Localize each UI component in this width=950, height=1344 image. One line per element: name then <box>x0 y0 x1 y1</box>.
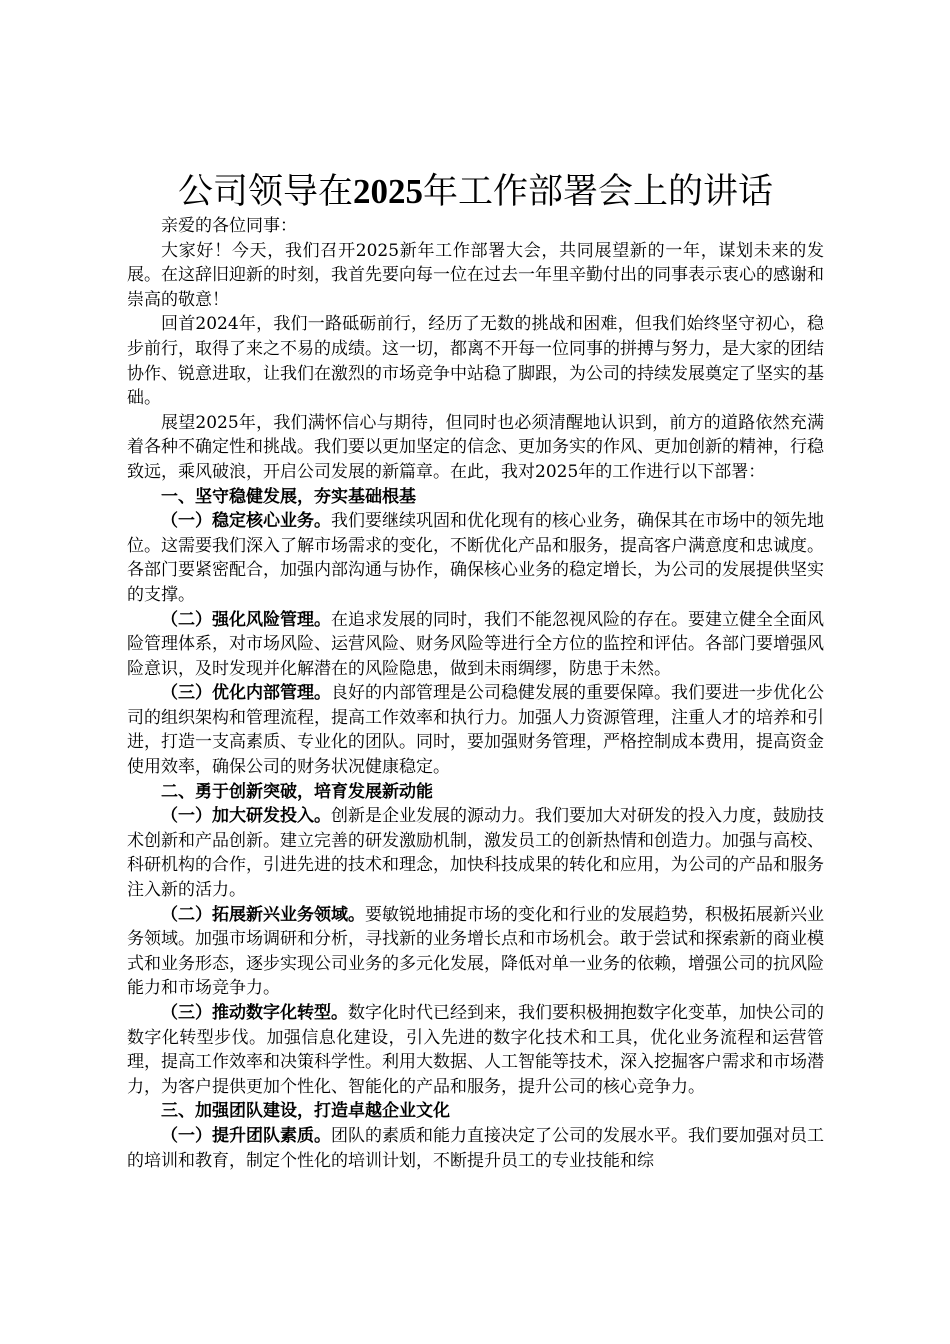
item-lead: （二）拓展新兴业务领域。 <box>161 904 365 925</box>
section-heading-1: 一、坚守稳健发展，夯实基础根基 <box>161 486 416 507</box>
item-lead: （一）稳定核心业务。 <box>161 511 331 532</box>
section-2-item-1 <box>127 804 824 902</box>
section-2-item-2 <box>127 903 824 1001</box>
item-lead: （三）推动数字化转型。 <box>161 1003 348 1023</box>
item-text: 我们要继续巩固和优化现有的核心业务，确保其在市场中的领先地位。这需要我们深入了解市场需求的变化，不断优化产品和服务，提高客户满意度和忠诚度。各部门要紧密配合，加强内部沟通与协作，确保核心业务的稳定增长，为公司的发展提供坚实的支撑。 <box>127 511 824 605</box>
item-text: 在追求发展的同时，我们不能忽视风险的存在。要建立健全全面风险管理体系，对市场风险、运营风险、财务风险等进行全方位的监控和评估。各部门要增强风险意识，及时发现并化解潜在的风险隐患，做到未雨绸缪，防患于未然。 <box>127 609 824 679</box>
section-heading-3: 三、加强团队建设，打造卓越企业文化 <box>161 1101 450 1122</box>
item-lead: （一）提升团队素质。 <box>161 1125 331 1146</box>
item-text: 良好的内部管理是公司稳健发展的重要保障。我们要进一步优化公司的组织架构和管理流程，提高工作效率和执行力。加强人力资源管理，注重人才的培养和引进，打造一支高素质、专业化的团队。同时，要加强财务管理，严格控制成本费用，提高资金使用效率，确保公司的财务状况健康稳定。 <box>127 683 824 778</box>
section-1-item-1 <box>127 509 824 607</box>
document-page <box>127 170 824 1173</box>
item-lead: （一）加大研发投入。 <box>161 806 331 827</box>
item-lead: （三）优化内部管理。 <box>161 683 331 704</box>
item-text: 要敏锐地捕捉市场的变化和行业的发展趋势，积极拓展新兴业务领域。加强市场调研和分析，寻找新的业务增长点和市场机会。敢于尝试和探索新的商业模式和业务形态，逐步实现公司业务的多元化发展，降低对单一业务的依赖，增强公司的抗风险能力和市场竞争力。 <box>127 904 824 999</box>
title-year: 2025 <box>353 172 423 211</box>
section-1-item-3 <box>127 681 824 779</box>
greeting: 亲爱的各位同事： <box>161 216 297 236</box>
item-text: 数字化时代已经到来，我们要积极拥抱数字化变革，加快公司的数字化转型步伐。加强信息化建设，引入先进的数字化技术和工具，优化业务流程和运营管理，提高工作效率和决策科学性。利用大数据、人工智能等技术，深入挖掘客户需求和市场潜力，为客户提供更加个性化、智能化的产品和服务，提升公司的核心竞争力。 <box>127 1003 824 1097</box>
section-3-item-1 <box>127 1124 824 1173</box>
section-2-item-3 <box>127 1001 824 1099</box>
intro-paragraph-2: 回首2024年，我们一路砥砺前行，经历了无数的挑战和困难，但我们始终坚守初心，稳步前行，取得了来之不易的成绩。这一切，都离不开每一位同事的拼搏与努力，是大家的团结协作、锐意进取，让我们在激烈的市场竞争中站稳了脚跟，为公司的持续发展奠定了坚实的基础。 <box>127 314 824 409</box>
title-pre: 公司领导在 <box>177 172 353 212</box>
title-post: 年工作部署会上的讲话 <box>423 172 774 212</box>
section-heading-2: 二、勇于创新突破，培育发展新动能 <box>161 781 433 802</box>
item-lead: （二）强化风险管理。 <box>161 609 331 630</box>
intro-paragraph-3: 展望2025年，我们满怀信心与期待，但同时也必须清醒地认识到，前方的道路依然充满着各种不确定性和挑战。我们要以更加坚定的信念、更加务实的作风、更加创新的精神，行稳致远，乘风破浪，开启公司发展的新篇章。在此，我对2025年的工作进行以下部署： <box>127 412 824 482</box>
document-title <box>127 170 824 214</box>
section-1-item-2 <box>127 608 824 682</box>
item-text: 创新是企业发展的源动力。我们要加大对研发的投入力度，鼓励技术创新和产品创新。建立完善的研发激励机制，激发员工的创新热情和创造力。加强与高校、科研机构的合作，引进先进的技术和理念，加快科技成果的转化和应用，为公司的产品和服务注入新的活力。 <box>127 806 824 901</box>
intro-paragraph-1: 大家好！今天，我们召开2025新年工作部署大会，共同展望新的一年，谋划未来的发展。在这辞旧迎新的时刻，我首先要向每一位在过去一年里辛勤付出的同事表示衷心的感谢和崇高的敬意！ <box>127 240 824 310</box>
item-text: 团队的素质和能力直接决定了公司的发展水平。我们要加强对员工的培训和教育，制定个性化的培训计划，不断提升员工的专业技能和综 <box>127 1125 824 1171</box>
